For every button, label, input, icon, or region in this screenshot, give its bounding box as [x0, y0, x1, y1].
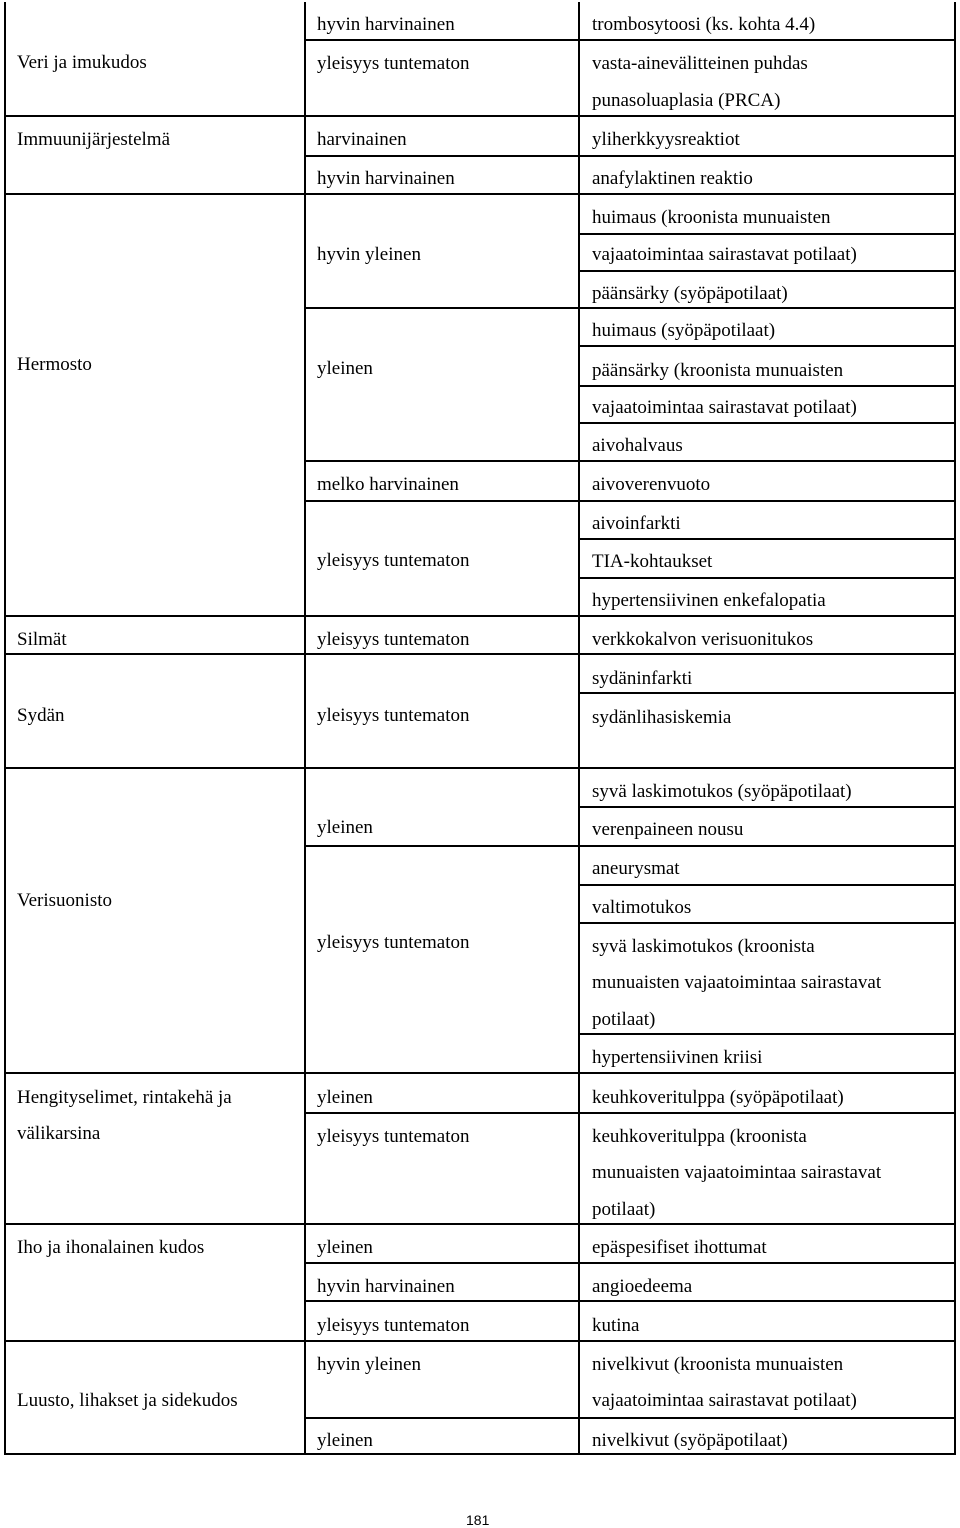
reaction-cell: munuaisten vajaatoimintaa sairastavat	[592, 972, 882, 993]
row-divider	[580, 538, 956, 540]
row-divider	[304, 307, 956, 309]
reaction-cell: aneurysmat	[592, 858, 680, 879]
reaction-cell: vajaatoimintaa sairastavat potilaat)	[592, 397, 857, 418]
frequency-cell: yleinen	[317, 817, 373, 838]
reaction-cell: keuhkoveritulppa (kroonista	[592, 1126, 807, 1147]
reaction-cell: vajaatoimintaa sairastavat potilaat)	[592, 244, 857, 265]
reaction-cell: valtimotukos	[592, 897, 692, 918]
reaction-cell: munuaisten vajaatoimintaa sairastavat	[592, 1162, 882, 1183]
row-divider	[4, 767, 956, 769]
organ-class-label: Hengityselimet, rintakehä ja	[17, 1087, 232, 1108]
frequency-cell: yleisyys tuntematon	[317, 705, 470, 726]
row-divider	[580, 884, 956, 886]
row-divider	[4, 1340, 956, 1342]
reaction-cell: kutina	[592, 1315, 640, 1336]
organ-class-label: Immuunijärjestelmä	[17, 129, 171, 150]
frequency-cell: hyvin harvinainen	[317, 168, 455, 189]
frequency-cell: hyvin harvinainen	[317, 1276, 455, 1297]
frequency-cell: harvinainen	[317, 129, 407, 150]
reaction-cell: aivoverenvuoto	[592, 474, 711, 495]
row-divider	[580, 577, 956, 579]
frequency-cell: yleisyys tuntematon	[317, 1126, 470, 1147]
frequency-cell: yleinen	[317, 1087, 373, 1108]
organ-class-label: Veri ja imukudos	[17, 52, 147, 73]
frequency-cell: melko harvinainen	[317, 474, 459, 495]
frequency-cell: yleisyys tuntematon	[317, 550, 470, 571]
frequency-cell: yleinen	[317, 1430, 373, 1451]
reaction-cell: aivohalvaus	[592, 435, 683, 456]
row-divider	[4, 615, 956, 617]
reaction-cell: trombosytoosi (ks. kohta 4.4)	[592, 14, 816, 35]
reaction-cell: nivelkivut (syöpäpotilaat)	[592, 1430, 788, 1451]
reaction-cell: potilaat)	[592, 1199, 656, 1220]
reaction-cell: punasoluaplasia (PRCA)	[592, 90, 781, 111]
reaction-cell: TIA-kohtaukset	[592, 551, 713, 572]
row-divider	[4, 193, 956, 195]
row-divider	[304, 1300, 956, 1302]
row-divider	[304, 500, 956, 502]
reaction-cell: vajaatoimintaa sairastavat potilaat)	[592, 1390, 857, 1411]
row-divider	[4, 1072, 956, 1074]
row-divider	[580, 270, 956, 272]
reaction-cell: huimaus (syöpäpotilaat)	[592, 320, 776, 341]
frequency-cell: yleisyys tuntematon	[317, 1315, 470, 1336]
reaction-cell: hypertensiivinen kriisi	[592, 1047, 763, 1068]
column-divider	[578, 2, 580, 1455]
row-divider	[304, 1262, 956, 1264]
reaction-cell: yliherkkyysreaktiot	[592, 129, 740, 150]
frequency-cell: yleisyys tuntematon	[317, 629, 470, 650]
reaction-cell: huimaus (kroonista munuaisten	[592, 207, 831, 228]
row-divider	[580, 692, 956, 694]
reaction-cell: angioedeema	[592, 1276, 693, 1297]
frequency-cell: yleisyys tuntematon	[317, 53, 470, 74]
table-border-left	[4, 2, 6, 1455]
reaction-cell: verenpaineen nousu	[592, 819, 744, 840]
row-divider	[580, 345, 956, 347]
reaction-cell: epäspesifiset ihottumat	[592, 1237, 767, 1258]
frequency-cell: hyvin harvinainen	[317, 14, 455, 35]
column-divider	[304, 2, 306, 1455]
reaction-cell: hypertensiivinen enkefalopatia	[592, 590, 826, 611]
row-divider	[580, 233, 956, 235]
reaction-cell: nivelkivut (kroonista munuaisten	[592, 1354, 844, 1375]
row-divider	[304, 460, 956, 462]
row-divider	[580, 385, 956, 387]
reaction-cell: syvä laskimotukos (syöpäpotilaat)	[592, 781, 852, 802]
organ-class-label: Sydän	[17, 705, 65, 726]
frequency-cell: yleisyys tuntematon	[317, 932, 470, 953]
reaction-cell: aivoinfarkti	[592, 513, 681, 534]
reaction-cell: päänsärky (kroonista munuaisten	[592, 360, 844, 381]
reaction-cell: keuhkoveritulppa (syöpäpotilaat)	[592, 1087, 844, 1108]
frequency-cell: yleinen	[317, 1237, 373, 1258]
reaction-cell: syvä laskimotukos (kroonista	[592, 936, 815, 957]
row-divider	[4, 115, 956, 117]
row-divider	[4, 1223, 956, 1225]
reaction-cell: verkkokalvon verisuonitukos	[592, 629, 814, 650]
organ-class-label: Iho ja ihonalainen kudos	[17, 1237, 205, 1258]
row-divider	[304, 155, 956, 157]
reaction-cell: anafylaktinen reaktio	[592, 168, 753, 189]
table-border-bottom	[4, 1453, 956, 1455]
frequency-cell: hyvin yleinen	[317, 244, 421, 265]
row-divider	[580, 1033, 956, 1035]
reaction-cell: sydänlihasiskemia	[592, 707, 732, 728]
row-divider	[304, 1417, 956, 1419]
organ-class-label: Silmät	[17, 629, 67, 650]
row-divider	[304, 1112, 956, 1114]
organ-class-label: välikarsina	[17, 1123, 101, 1144]
reaction-cell: potilaat)	[592, 1009, 656, 1030]
frequency-cell: yleinen	[317, 358, 373, 379]
organ-class-label: Luusto, lihakset ja sidekudos	[17, 1390, 238, 1411]
row-divider	[304, 39, 956, 41]
row-divider	[304, 845, 956, 847]
organ-class-label: Verisuonisto	[17, 890, 112, 911]
frequency-cell: hyvin yleinen	[317, 1354, 421, 1375]
reaction-cell: päänsärky (syöpäpotilaat)	[592, 283, 788, 304]
table-border-right	[954, 2, 956, 1455]
row-divider	[4, 653, 956, 655]
reaction-cell: vasta-ainevälitteinen puhdas	[592, 53, 808, 74]
row-divider	[580, 922, 956, 924]
page-number: 181	[466, 1512, 490, 1528]
reaction-cell: sydäninfarkti	[592, 668, 693, 689]
organ-class-label: Hermosto	[17, 354, 92, 375]
row-divider	[580, 422, 956, 424]
row-divider	[580, 806, 956, 808]
